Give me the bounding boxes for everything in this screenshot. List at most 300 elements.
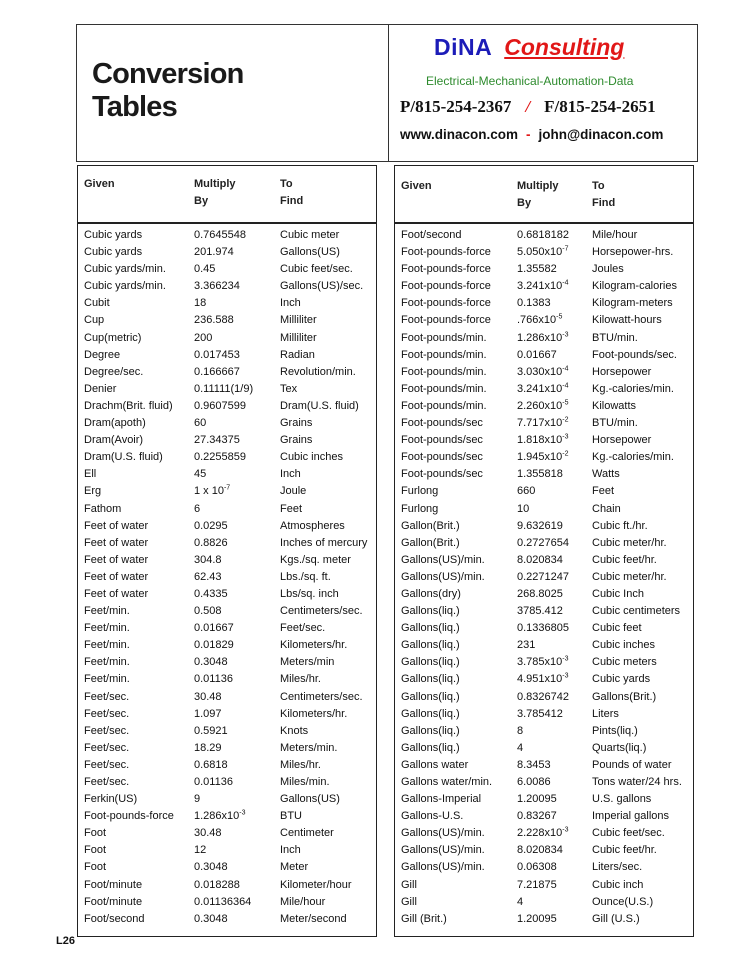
multiplier-cell: $3.785x10^{-3}$ — [517, 655, 569, 669]
find-cell: Horsepower — [592, 434, 652, 447]
multiplier-cell: 201.974 — [194, 246, 234, 259]
find-cell: Cubic meter — [280, 229, 340, 241]
phone-separator: / — [525, 97, 531, 116]
multiplier-cell: 8.020834 — [517, 553, 563, 566]
table-row — [395, 757, 693, 774]
multiplier-cell: 0.6818 — [194, 758, 228, 771]
find-cell: Grains — [280, 417, 313, 430]
multiplier-cell: 0.3048 — [194, 656, 228, 669]
given-cell: Cup(metric) — [84, 331, 142, 344]
given-cell: Foot-pounds/min. — [401, 399, 487, 412]
table-row — [78, 535, 376, 552]
given-cell: Feet of water — [84, 570, 149, 583]
given-cell: Furlong — [401, 502, 439, 515]
find-cell: U.S. gallons — [592, 793, 652, 806]
find-cell: Kilowatts — [592, 399, 637, 412]
table-row — [78, 449, 376, 466]
table-row — [395, 227, 693, 244]
given-cell: Feet/min. — [84, 622, 130, 635]
table-row — [78, 518, 376, 535]
column-header-multiply-line1: Multiply — [517, 180, 559, 192]
given-cell: Erg — [84, 485, 102, 498]
given-cell: Foot-pounds/min. — [401, 348, 487, 361]
table-row — [78, 689, 376, 706]
find-cell: Meters/min — [280, 656, 335, 669]
find-cell: Grains — [280, 434, 313, 447]
find-cell: Kilogram-meters — [592, 297, 673, 310]
given-cell: Foot/second — [84, 912, 145, 925]
table-row — [395, 398, 693, 415]
multiplier-cell: 0.0295 — [194, 519, 228, 532]
given-cell: Cubit — [84, 297, 110, 310]
table-row — [78, 398, 376, 415]
column-header-given: Given — [401, 180, 432, 192]
table-row — [78, 466, 376, 483]
given-cell: Foot-pounds-force — [401, 314, 491, 327]
given-cell: Foot-pounds/sec — [401, 434, 483, 447]
given-cell: Gallons(liq.) — [401, 707, 460, 720]
given-cell: Feet of water — [84, 553, 149, 566]
table-row — [78, 637, 376, 654]
header-rule — [395, 222, 693, 224]
multiplier-cell: $1.286x10^{-3}$ — [194, 809, 246, 823]
given-cell: Gill — [401, 895, 417, 908]
given-cell: Degree — [84, 348, 121, 361]
website-link[interactable]: www.dinacon.com — [400, 127, 519, 142]
find-cell: Joules — [592, 263, 624, 276]
multiplier-cell: 0.5921 — [194, 724, 228, 737]
table-row — [395, 569, 693, 586]
conversion-table-right — [394, 165, 694, 937]
multiplier-cell: 4 — [517, 895, 524, 908]
header-rule — [78, 222, 376, 224]
brand-logo — [434, 34, 624, 61]
multiplier-cell: $5.050x10^{-7}$ — [517, 245, 569, 259]
given-cell: Gallons(liq.) — [401, 724, 460, 737]
multiplier-cell: 30.48 — [194, 827, 222, 840]
find-cell: Feet/sec. — [280, 622, 326, 635]
given-cell: Gallons(liq.) — [401, 622, 460, 635]
multiplier-cell: 6.0086 — [517, 776, 551, 788]
given-cell: Feet/sec. — [84, 758, 130, 771]
table-row — [78, 706, 376, 723]
table-row — [78, 842, 376, 859]
given-cell: Gallons(US)/min. — [401, 553, 485, 566]
header-divider — [388, 24, 389, 162]
multiplier-cell: $7.717x10^{-2}$ — [517, 416, 569, 430]
table-row — [395, 466, 693, 483]
find-cell: Cubic inches — [592, 639, 655, 652]
given-cell: Foot — [84, 827, 107, 840]
find-cell: Miles/hr. — [280, 673, 321, 686]
column-header-to-find — [592, 178, 615, 212]
find-cell: Liters — [592, 707, 619, 720]
column-header-multiply — [194, 176, 236, 210]
table-row — [78, 671, 376, 688]
find-cell: Cubic meter/hr. — [592, 570, 667, 583]
multiplier-cell: 0.11111(1/9) — [194, 382, 254, 395]
web-separator: - — [526, 127, 531, 142]
given-cell: Dram(apoth) — [84, 417, 146, 430]
table-row — [78, 877, 376, 894]
multiplier-cell: 0.45 — [194, 263, 216, 276]
table-row — [78, 757, 376, 774]
given-cell: Gill — [401, 878, 417, 891]
table-body — [395, 227, 693, 928]
column-header-given: Given — [84, 178, 115, 190]
given-cell: Feet/sec. — [84, 724, 130, 737]
given-cell: Feet of water — [84, 519, 149, 532]
multiplier-cell: 0.017453 — [194, 348, 240, 361]
multiplier-cell: 62.43 — [194, 570, 222, 583]
multiplier-cell: $1.286x10^{-3}$ — [517, 330, 569, 344]
given-cell: Dram(U.S. fluid) — [84, 451, 163, 464]
find-cell: Atmospheres — [280, 519, 345, 532]
column-header-multiply-line2: By — [194, 195, 209, 207]
table-row — [78, 586, 376, 603]
given-cell: Foot — [84, 861, 107, 874]
column-header-multiply-line1: Multiply — [194, 178, 236, 190]
find-cell: Watts — [592, 468, 620, 481]
table-row — [395, 894, 693, 911]
table-row — [78, 261, 376, 278]
table-row — [395, 261, 693, 278]
given-cell: Gallons(US)/min. — [401, 570, 485, 583]
multiplier-cell: $3.241x10^{-4}$ — [517, 382, 569, 395]
table-row — [78, 501, 376, 518]
given-cell: Foot/minute — [84, 878, 143, 891]
table-row — [395, 432, 693, 449]
given-cell: Gallons(liq.) — [401, 673, 460, 686]
conversion-table-left — [77, 165, 377, 937]
multiplier-cell: $1.945x10^{-2}$ — [517, 450, 569, 464]
multiplier-cell: 10 — [517, 502, 530, 515]
given-cell: Foot-pounds/min. — [401, 382, 487, 395]
table-row — [78, 432, 376, 449]
multiplier-cell: 0.7645548 — [194, 229, 246, 241]
find-cell: Cubic feet/hr. — [592, 553, 657, 566]
find-cell: Tex — [280, 382, 298, 395]
table-row — [78, 723, 376, 740]
column-header-to-line2: Find — [592, 197, 616, 209]
find-cell: Revolution/min. — [280, 365, 356, 378]
given-cell: Degree/sec. — [84, 365, 144, 378]
given-cell: Drachm(Brit. fluid) — [84, 399, 173, 412]
find-cell: Milliliter — [280, 331, 317, 344]
table-row — [78, 483, 376, 500]
find-cell: Knots — [280, 724, 309, 737]
find-cell: Horsepower-hrs. — [592, 246, 674, 259]
table-row — [395, 364, 693, 381]
table-row — [78, 295, 376, 312]
table-row — [78, 911, 376, 928]
find-cell: Inches of mercury — [280, 536, 368, 549]
find-cell: Miles/hr. — [280, 758, 321, 771]
find-cell: Imperial gallons — [592, 810, 670, 823]
given-cell: Foot-pounds-force — [401, 263, 491, 276]
multiplier-cell: 0.6818182 — [517, 229, 569, 241]
table-row — [395, 877, 693, 894]
multiplier-cell: 0.8326742 — [517, 690, 569, 703]
find-cell: Cubic ft./hr. — [592, 519, 648, 532]
given-cell: Gallons(liq.) — [401, 741, 460, 754]
multiplier-cell: 4 — [517, 741, 524, 754]
multiplier-cell: 8 — [517, 724, 524, 737]
given-cell: Foot-pounds/sec — [401, 451, 483, 464]
brand-tagline: Electrical-Mechanical-Automation-Data — [426, 74, 634, 88]
table-row — [395, 535, 693, 552]
find-cell: Liters/sec. — [592, 861, 643, 874]
contact-phones — [400, 97, 656, 117]
table-row — [78, 552, 376, 569]
find-cell: Inch — [280, 844, 301, 857]
given-cell: Cubic yards/min. — [84, 263, 166, 276]
page-title-line1: Conversion — [92, 58, 244, 90]
brand-word: Consulting — [504, 34, 625, 60]
table-row — [395, 620, 693, 637]
table-row — [78, 347, 376, 364]
multiplier-cell: 0.1336805 — [517, 622, 569, 635]
table-row — [395, 518, 693, 535]
table-row — [395, 330, 693, 347]
multiplier-cell: 3.785412 — [517, 707, 563, 720]
given-cell: Foot-pounds/sec — [401, 417, 483, 430]
given-cell: Furlong — [401, 485, 439, 498]
find-cell: Lbs/sq. inch — [280, 587, 339, 600]
find-cell: Meters/min. — [280, 741, 338, 754]
table-row — [395, 244, 693, 261]
table-row — [78, 415, 376, 432]
table-row — [78, 620, 376, 637]
multiplier-cell: 0.3048 — [194, 861, 228, 874]
given-cell: Gallons(US)/min. — [401, 861, 485, 874]
table-row — [395, 723, 693, 740]
multiplier-cell: 268.8025 — [517, 587, 563, 600]
find-cell: Radian — [280, 348, 315, 361]
multiplier-cell: 0.3048 — [194, 912, 228, 925]
page-title-line2: Tables — [92, 91, 177, 123]
contact-web — [400, 127, 663, 142]
table-row — [78, 381, 376, 398]
multiplier-cell: $1.818x10^{-3}$ — [517, 433, 569, 447]
multiplier-cell: 0.8826 — [194, 536, 228, 549]
given-cell: Foot-pounds-force — [84, 810, 174, 823]
column-header-to-line2: Find — [280, 195, 304, 207]
multiplier-cell: 0.01136 — [194, 776, 233, 788]
find-cell: Meter — [280, 861, 309, 874]
email-link[interactable]: john@dinacon.com — [538, 127, 664, 142]
table-row — [395, 278, 693, 295]
given-cell: Ell — [84, 468, 97, 481]
multiplier-cell: 0.018288 — [194, 878, 240, 891]
given-cell: Foot — [84, 844, 107, 857]
given-cell: Feet/min. — [84, 639, 130, 652]
find-cell: Gill (U.S.) — [592, 912, 640, 925]
given-cell: Cubic yards/min. — [84, 280, 166, 293]
multiplier-cell: 6 — [194, 502, 201, 515]
given-cell: Feet/min. — [84, 656, 130, 669]
find-cell: Kg.-calories/min. — [592, 382, 674, 395]
given-cell: Feet/sec. — [84, 741, 130, 754]
find-cell: Centimeter — [280, 827, 334, 840]
given-cell: Fathom — [84, 502, 122, 515]
given-cell: Dram(Avoir) — [84, 434, 144, 447]
given-cell: Gallons-U.S. — [401, 810, 464, 823]
column-header-multiply-line2: By — [517, 197, 532, 209]
multiplier-cell: 0.4335 — [194, 587, 228, 600]
find-cell: Meter/second — [280, 912, 347, 925]
multiplier-cell: 8.3453 — [517, 758, 551, 771]
given-cell: Foot/second — [401, 229, 462, 241]
table-row — [78, 774, 376, 791]
multiplier-cell: 0.01829 — [194, 639, 234, 652]
given-cell: Cubic yards — [84, 229, 143, 241]
find-cell: Cubic centimeters — [592, 605, 681, 618]
given-cell: Foot-pounds/sec — [401, 468, 483, 481]
find-cell: Mile/hour — [280, 895, 326, 908]
find-cell: Kilometers/hr. — [280, 639, 348, 652]
multiplier-cell: 0.1383 — [517, 297, 551, 310]
find-cell: Inch — [280, 468, 301, 481]
multiplier-cell: $2.228x10^{-3}$ — [517, 826, 569, 840]
multiplier-cell: 45 — [194, 468, 207, 481]
find-cell: Gallons(Brit.) — [592, 690, 657, 703]
multiplier-cell: 18.29 — [194, 741, 222, 754]
table-row — [395, 808, 693, 825]
find-cell: Centimeters/sec. — [280, 690, 363, 703]
table-row — [395, 842, 693, 859]
multiplier-cell: 0.2727654 — [517, 536, 569, 549]
table-row — [395, 381, 693, 398]
table-row — [395, 791, 693, 808]
multiplier-cell: 0.01136 — [194, 673, 233, 686]
table-row — [78, 364, 376, 381]
multiplier-cell: 0.2255859 — [194, 451, 246, 464]
given-cell: Feet/sec. — [84, 707, 130, 720]
given-cell: Gallon(Brit.) — [401, 536, 460, 549]
multiplier-cell: 0.508 — [194, 605, 222, 618]
find-cell: Mile/hour — [592, 229, 638, 241]
find-cell: Pints(liq.) — [592, 724, 638, 737]
given-cell: Foot/minute — [84, 895, 143, 908]
table-body — [78, 227, 376, 928]
table-row — [395, 347, 693, 364]
multiplier-cell: 8.020834 — [517, 844, 563, 857]
given-cell: Feet of water — [84, 587, 149, 600]
multiplier-cell: 0.06308 — [517, 861, 557, 874]
table-row — [78, 330, 376, 347]
given-cell: Feet/sec. — [84, 776, 130, 788]
multiplier-cell: 12 — [194, 844, 207, 857]
multiplier-cell: 304.8 — [194, 553, 222, 566]
find-cell: Foot-pounds/sec. — [592, 348, 677, 361]
find-cell: Kgs./sq. meter — [280, 553, 351, 566]
find-cell: Cubic yards — [592, 673, 651, 686]
multiplier-cell: 0.9607599 — [194, 399, 246, 412]
multiplier-cell: 9.632619 — [517, 519, 563, 532]
find-cell: Kilometers/hr. — [280, 707, 348, 720]
column-header-to-line1: To — [592, 180, 605, 192]
table-row — [78, 740, 376, 757]
find-cell: Kilowatt-hours — [592, 314, 662, 327]
given-cell: Feet/min. — [84, 605, 130, 618]
multiplier-cell: 0.2271247 — [517, 570, 569, 583]
given-cell: Foot-pounds-force — [401, 246, 491, 259]
multiplier-cell: $.766x10^{-5}$ — [517, 313, 563, 327]
find-cell: Gallons(US) — [280, 246, 340, 259]
given-cell: Gallons(liq.) — [401, 690, 460, 703]
find-cell: Quarts(liq.) — [592, 741, 647, 754]
multiplier-cell: 660 — [517, 485, 536, 498]
table-row — [395, 552, 693, 569]
find-cell: Feet — [592, 485, 615, 498]
multiplier-cell: $4.951x10^{-3}$ — [517, 672, 569, 686]
find-cell: Inch — [280, 297, 301, 310]
table-row — [395, 774, 693, 791]
multiplier-cell: 30.48 — [194, 690, 222, 703]
find-cell: Cubic feet/sec. — [592, 827, 665, 840]
find-cell: Horsepower — [592, 365, 652, 378]
table-row — [78, 569, 376, 586]
table-row — [395, 825, 693, 842]
multiplier-cell: 1.35582 — [517, 263, 557, 276]
given-cell: Feet/sec. — [84, 690, 130, 703]
multiplier-cell: 0.166667 — [194, 365, 240, 378]
multiplier-cell: $3.241x10^{-4}$ — [517, 279, 569, 293]
find-cell: Kg.-calories/min. — [592, 451, 674, 464]
find-cell: Lbs./sq. ft. — [280, 570, 331, 583]
table-row — [395, 740, 693, 757]
column-header-to-find — [280, 176, 303, 210]
given-cell: Gallons(liq.) — [401, 639, 460, 652]
find-cell: Kilogram-calories — [592, 280, 677, 293]
given-cell: Foot-pounds-force — [401, 297, 491, 310]
column-header-to-line1: To — [280, 178, 293, 190]
given-cell: Foot-pounds-force — [401, 280, 491, 293]
table-row — [395, 911, 693, 928]
brand-name: DiNA — [434, 34, 493, 60]
table-row — [395, 501, 693, 518]
multiplier-cell: 1.097 — [194, 707, 222, 720]
page-number: L26 — [56, 935, 75, 947]
find-cell: Cubic feet/sec. — [280, 263, 353, 276]
find-cell: Milliliter — [280, 314, 317, 327]
table-row — [395, 586, 693, 603]
table-row — [78, 894, 376, 911]
table-row — [78, 859, 376, 876]
table-row — [395, 295, 693, 312]
table-row — [78, 312, 376, 329]
multiplier-cell: 200 — [194, 331, 213, 344]
find-cell: Centimeters/sec. — [280, 605, 363, 618]
find-cell: BTU/min. — [592, 331, 638, 344]
given-cell: Gallons water/min. — [401, 776, 493, 788]
table-row — [395, 706, 693, 723]
multiplier-cell: $3.030x10^{-4}$ — [517, 365, 569, 378]
given-cell: Gill (Brit.) — [401, 912, 447, 925]
given-cell: Feet/min. — [84, 673, 130, 686]
table-row — [78, 603, 376, 620]
given-cell: Cubic yards — [84, 246, 143, 259]
table-row — [395, 483, 693, 500]
table-row — [395, 637, 693, 654]
find-cell: BTU — [280, 810, 302, 823]
table-row — [395, 859, 693, 876]
table-row — [78, 244, 376, 261]
find-cell: Chain — [592, 502, 621, 515]
table-row — [78, 791, 376, 808]
given-cell: Feet of water — [84, 536, 149, 549]
